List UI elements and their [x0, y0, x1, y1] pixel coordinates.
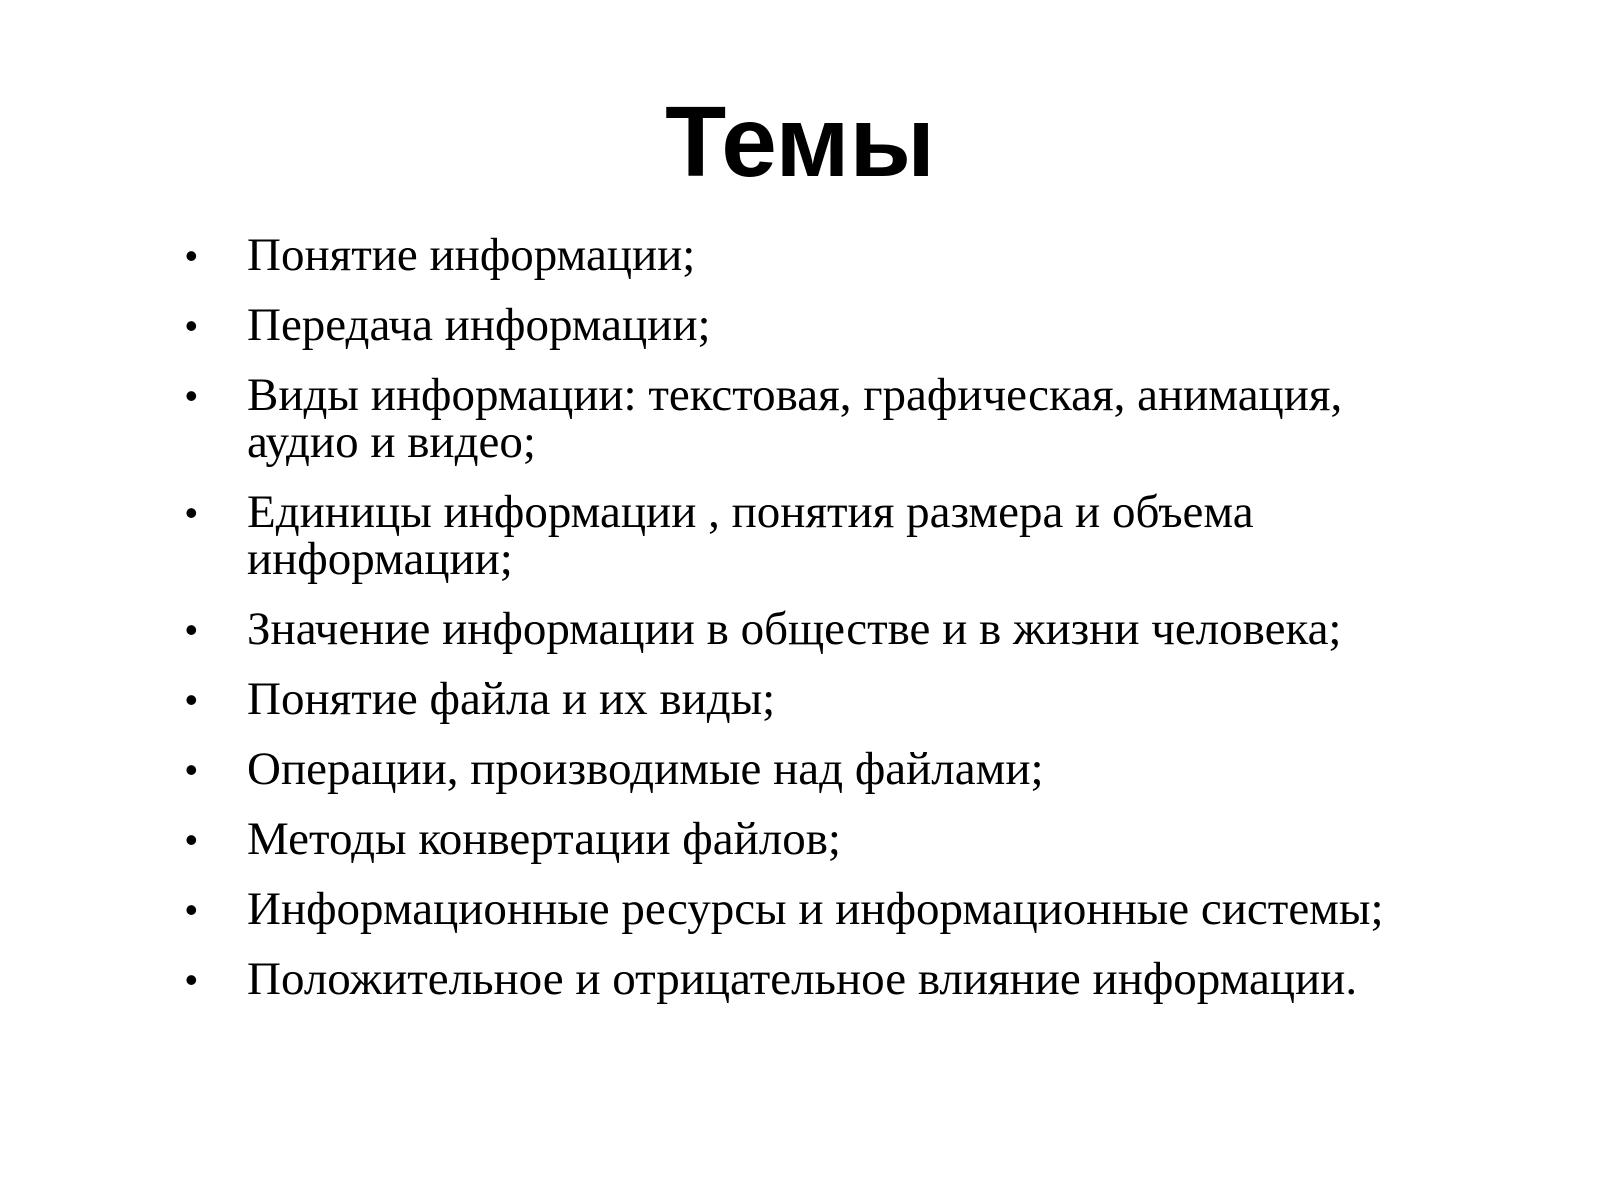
topic-text: Передача информации; [247, 299, 711, 351]
topic-text: Единицы информации , понятия размера и объема информации; [247, 486, 1254, 585]
topic-item [185, 299, 1455, 351]
bullet-icon: • [185, 492, 198, 533]
bullet-icon: • [185, 679, 198, 720]
topic-item [185, 953, 1455, 1005]
bullet-icon: • [185, 889, 198, 930]
topic-text: Методы конвертации файлов; [247, 813, 841, 865]
bullet-icon: • [185, 609, 198, 650]
topic-text: Понятие информации; [247, 229, 696, 281]
topic-item [185, 743, 1455, 795]
topic-text: Значение информации в обществе и в жизни человека; [247, 603, 1342, 655]
slide-title: Темы [665, 86, 935, 198]
topic-item [185, 603, 1455, 655]
bullet-icon: • [185, 375, 198, 416]
bullet-icon: • [185, 235, 198, 276]
topic-item [185, 369, 1455, 468]
topic-text: Понятие файла и их виды; [247, 673, 776, 725]
topic-text: Информационные ресурсы и информационные системы; [247, 883, 1384, 935]
topic-item [185, 229, 1455, 281]
topic-text: Операции, производимые над файлами; [247, 743, 1044, 795]
topic-text: Виды информации: текстовая, графическая, анимация, аудио и видео; [247, 369, 1343, 468]
bullet-icon: • [185, 819, 198, 860]
topic-text: Положительное и отрицательное влияние информации. [247, 953, 1358, 1005]
bullet-icon: • [185, 749, 198, 790]
topic-item [185, 883, 1455, 935]
topic-list [185, 229, 1455, 1026]
topic-item [185, 673, 1455, 725]
topic-item [185, 486, 1455, 585]
topic-item [185, 813, 1455, 865]
bullet-icon: • [185, 959, 198, 1000]
bullet-icon: • [185, 305, 198, 346]
